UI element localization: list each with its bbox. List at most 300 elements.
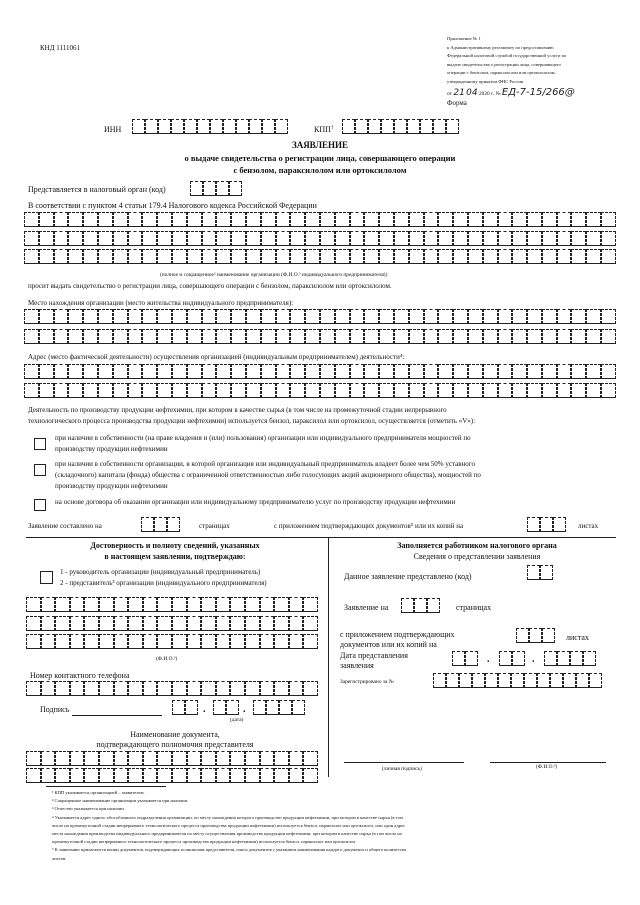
input-cell[interactable] (601, 231, 616, 246)
input-cell[interactable] (483, 249, 498, 264)
input-cell[interactable] (41, 681, 56, 696)
input-cell[interactable] (290, 364, 305, 379)
input-cell[interactable] (453, 249, 468, 264)
input-cell[interactable] (246, 383, 261, 398)
input-cell[interactable] (245, 616, 260, 631)
input-cell[interactable] (260, 768, 275, 783)
input-cell[interactable] (394, 329, 409, 344)
input-cell[interactable] (202, 212, 217, 227)
input-cell[interactable] (364, 212, 379, 227)
input-cell[interactable] (350, 383, 365, 398)
input-cell[interactable] (172, 616, 187, 631)
input-cell[interactable] (128, 768, 143, 783)
input-cell[interactable] (216, 249, 231, 264)
input-cell[interactable] (303, 768, 318, 783)
input-cell[interactable] (527, 249, 542, 264)
official-sheets-cells[interactable] (516, 628, 555, 643)
input-cell[interactable] (586, 383, 601, 398)
input-cell[interactable] (438, 329, 453, 344)
official-date-year[interactable] (544, 651, 596, 666)
official-pages-cells[interactable] (401, 598, 440, 613)
input-cell[interactable] (320, 383, 335, 398)
input-cell[interactable] (187, 364, 202, 379)
input-cell[interactable] (586, 231, 601, 246)
input-cell[interactable] (68, 329, 83, 344)
input-cell[interactable] (394, 212, 409, 227)
input-cell[interactable] (172, 751, 187, 766)
input-cell[interactable] (143, 681, 158, 696)
input-cell[interactable] (527, 364, 542, 379)
input-cell[interactable] (187, 634, 202, 649)
input-cell[interactable] (230, 681, 245, 696)
input-cell[interactable] (83, 364, 98, 379)
input-cell[interactable] (143, 751, 158, 766)
pages-count-cells[interactable] (141, 517, 180, 532)
input-cell[interactable] (468, 231, 483, 246)
input-cell[interactable] (187, 681, 202, 696)
input-cell[interactable] (261, 329, 276, 344)
input-cell[interactable] (39, 249, 54, 264)
input-cell[interactable] (320, 212, 335, 227)
input-cell[interactable] (114, 634, 129, 649)
cell-row[interactable] (24, 329, 616, 344)
input-cell[interactable] (39, 364, 54, 379)
input-cell[interactable] (113, 383, 128, 398)
input-cell[interactable] (498, 309, 513, 324)
input-cell[interactable] (364, 249, 379, 264)
input-cell[interactable] (303, 751, 318, 766)
input-cell[interactable] (157, 329, 172, 344)
input-cell[interactable] (230, 751, 245, 766)
input-cell[interactable] (571, 309, 586, 324)
input-cell[interactable] (172, 309, 187, 324)
official-signature-line[interactable] (344, 762, 464, 763)
input-cell[interactable] (113, 249, 128, 264)
tax-authority-cells[interactable] (190, 181, 242, 196)
input-cell[interactable] (84, 616, 99, 631)
input-cell[interactable] (128, 616, 143, 631)
input-cell[interactable] (246, 309, 261, 324)
input-cell[interactable] (142, 231, 157, 246)
input-cell[interactable] (290, 231, 305, 246)
input-cell[interactable] (98, 329, 113, 344)
input-cell[interactable] (379, 329, 394, 344)
input-cell[interactable] (364, 329, 379, 344)
input-cell[interactable] (303, 616, 318, 631)
input-cell[interactable] (128, 383, 143, 398)
input-cell[interactable] (453, 212, 468, 227)
input-cell[interactable] (157, 309, 172, 324)
input-cell[interactable] (274, 597, 289, 612)
input-cell[interactable] (289, 681, 304, 696)
input-cell[interactable] (261, 212, 276, 227)
input-cell[interactable] (335, 364, 350, 379)
input-cell[interactable] (143, 597, 158, 612)
input-cell[interactable] (83, 383, 98, 398)
input-cell[interactable] (557, 309, 572, 324)
input-cell[interactable] (202, 329, 217, 344)
input-cell[interactable] (114, 681, 129, 696)
cell-row[interactable] (26, 768, 318, 783)
input-cell[interactable] (128, 634, 143, 649)
input-cell[interactable] (83, 212, 98, 227)
input-cell[interactable] (274, 751, 289, 766)
input-cell[interactable] (571, 231, 586, 246)
input-cell[interactable] (261, 364, 276, 379)
input-cell[interactable] (24, 364, 39, 379)
input-cell[interactable] (246, 364, 261, 379)
input-cell[interactable] (379, 212, 394, 227)
input-cell[interactable] (557, 329, 572, 344)
input-cell[interactable] (113, 309, 128, 324)
input-cell[interactable] (216, 309, 231, 324)
input-cell[interactable] (216, 751, 231, 766)
input-cell[interactable] (512, 329, 527, 344)
input-cell[interactable] (84, 634, 99, 649)
input-cell[interactable] (216, 231, 231, 246)
input-cell[interactable] (335, 329, 350, 344)
input-cell[interactable] (142, 383, 157, 398)
input-cell[interactable] (289, 751, 304, 766)
cell-row[interactable] (24, 364, 616, 379)
input-cell[interactable] (157, 249, 172, 264)
sheets-count-cells[interactable] (527, 517, 566, 532)
input-cell[interactable] (468, 309, 483, 324)
input-cell[interactable] (216, 212, 231, 227)
input-cell[interactable] (527, 231, 542, 246)
input-cell[interactable] (202, 364, 217, 379)
input-cell[interactable] (350, 364, 365, 379)
input-cell[interactable] (68, 231, 83, 246)
input-cell[interactable] (172, 768, 187, 783)
input-cell[interactable] (84, 681, 99, 696)
input-cell[interactable] (70, 751, 85, 766)
input-cell[interactable] (68, 383, 83, 398)
input-cell[interactable] (39, 309, 54, 324)
input-cell[interactable] (246, 329, 261, 344)
input-cell[interactable] (142, 249, 157, 264)
input-cell[interactable] (571, 383, 586, 398)
cell-row[interactable] (24, 309, 616, 324)
input-cell[interactable] (320, 231, 335, 246)
input-cell[interactable] (201, 597, 216, 612)
input-cell[interactable] (305, 249, 320, 264)
input-cell[interactable] (498, 329, 513, 344)
option1-checkbox[interactable] (34, 438, 46, 450)
input-cell[interactable] (290, 212, 305, 227)
input-cell[interactable] (41, 751, 56, 766)
input-cell[interactable] (41, 634, 56, 649)
input-cell[interactable] (601, 309, 616, 324)
input-cell[interactable] (527, 329, 542, 344)
input-cell[interactable] (364, 364, 379, 379)
cell-row[interactable] (24, 383, 616, 398)
input-cell[interactable] (98, 231, 113, 246)
official-fio-line[interactable] (490, 762, 606, 763)
input-cell[interactable] (83, 231, 98, 246)
input-cell[interactable] (557, 383, 572, 398)
input-cell[interactable] (142, 309, 157, 324)
input-cell[interactable] (438, 212, 453, 227)
input-cell[interactable] (24, 329, 39, 344)
input-cell[interactable] (542, 364, 557, 379)
input-cell[interactable] (601, 249, 616, 264)
input-cell[interactable] (512, 364, 527, 379)
input-cell[interactable] (99, 768, 114, 783)
input-cell[interactable] (70, 681, 85, 696)
input-cell[interactable] (571, 364, 586, 379)
input-cell[interactable] (245, 681, 260, 696)
input-cell[interactable] (39, 383, 54, 398)
input-cell[interactable] (70, 634, 85, 649)
input-cell[interactable] (290, 383, 305, 398)
input-cell[interactable] (70, 768, 85, 783)
input-cell[interactable] (276, 231, 291, 246)
input-cell[interactable] (187, 768, 202, 783)
input-cell[interactable] (512, 383, 527, 398)
input-cell[interactable] (41, 616, 56, 631)
input-cell[interactable] (468, 329, 483, 344)
input-cell[interactable] (245, 751, 260, 766)
input-cell[interactable] (498, 212, 513, 227)
input-cell[interactable] (289, 634, 304, 649)
input-cell[interactable] (305, 329, 320, 344)
input-cell[interactable] (128, 212, 143, 227)
input-cell[interactable] (483, 364, 498, 379)
input-cell[interactable] (586, 364, 601, 379)
input-cell[interactable] (409, 249, 424, 264)
input-cell[interactable] (39, 231, 54, 246)
input-cell[interactable] (335, 383, 350, 398)
input-cell[interactable] (157, 681, 172, 696)
input-cell[interactable] (84, 768, 99, 783)
input-cell[interactable] (276, 364, 291, 379)
input-cell[interactable] (216, 597, 231, 612)
input-cell[interactable] (157, 751, 172, 766)
input-cell[interactable] (379, 383, 394, 398)
input-cell[interactable] (409, 383, 424, 398)
input-cell[interactable] (143, 616, 158, 631)
input-cell[interactable] (512, 212, 527, 227)
input-cell[interactable] (303, 597, 318, 612)
input-cell[interactable] (303, 681, 318, 696)
input-cell[interactable] (335, 231, 350, 246)
input-cell[interactable] (453, 309, 468, 324)
input-cell[interactable] (350, 249, 365, 264)
input-cell[interactable] (409, 329, 424, 344)
input-cell[interactable] (438, 364, 453, 379)
input-cell[interactable] (424, 383, 439, 398)
input-cell[interactable] (99, 681, 114, 696)
input-cell[interactable] (557, 231, 572, 246)
input-cell[interactable] (157, 597, 172, 612)
input-cell[interactable] (542, 212, 557, 227)
input-cell[interactable] (305, 364, 320, 379)
input-cell[interactable] (542, 383, 557, 398)
input-cell[interactable] (289, 616, 304, 631)
input-cell[interactable] (542, 231, 557, 246)
input-cell[interactable] (276, 383, 291, 398)
input-cell[interactable] (230, 616, 245, 631)
input-cell[interactable] (128, 309, 143, 324)
input-cell[interactable] (527, 212, 542, 227)
input-cell[interactable] (187, 383, 202, 398)
input-cell[interactable] (276, 212, 291, 227)
input-cell[interactable] (99, 751, 114, 766)
official-date-day[interactable] (452, 651, 478, 666)
input-cell[interactable] (274, 634, 289, 649)
input-cell[interactable] (157, 768, 172, 783)
input-cell[interactable] (172, 634, 187, 649)
input-cell[interactable] (24, 309, 39, 324)
input-cell[interactable] (483, 212, 498, 227)
input-cell[interactable] (230, 634, 245, 649)
input-cell[interactable] (394, 231, 409, 246)
input-cell[interactable] (113, 364, 128, 379)
input-cell[interactable] (245, 768, 260, 783)
input-cell[interactable] (542, 329, 557, 344)
input-cell[interactable] (498, 231, 513, 246)
cell-row[interactable] (24, 249, 616, 264)
input-cell[interactable] (274, 768, 289, 783)
input-cell[interactable] (350, 212, 365, 227)
input-cell[interactable] (335, 212, 350, 227)
input-cell[interactable] (260, 597, 275, 612)
input-cell[interactable] (571, 212, 586, 227)
input-cell[interactable] (98, 309, 113, 324)
input-cell[interactable] (305, 383, 320, 398)
input-cell[interactable] (438, 249, 453, 264)
input-cell[interactable] (364, 309, 379, 324)
input-cell[interactable] (68, 309, 83, 324)
input-cell[interactable] (114, 768, 129, 783)
input-cell[interactable] (512, 231, 527, 246)
input-cell[interactable] (68, 212, 83, 227)
official-date-month[interactable] (499, 651, 525, 666)
input-cell[interactable] (187, 309, 202, 324)
input-cell[interactable] (98, 249, 113, 264)
input-cell[interactable] (231, 329, 246, 344)
input-cell[interactable] (601, 212, 616, 227)
input-cell[interactable] (187, 212, 202, 227)
input-cell[interactable] (512, 309, 527, 324)
input-cell[interactable] (202, 383, 217, 398)
input-cell[interactable] (245, 634, 260, 649)
input-cell[interactable] (586, 212, 601, 227)
input-cell[interactable] (586, 249, 601, 264)
input-cell[interactable] (261, 383, 276, 398)
input-cell[interactable] (172, 212, 187, 227)
input-cell[interactable] (512, 249, 527, 264)
input-cell[interactable] (157, 383, 172, 398)
input-cell[interactable] (54, 309, 69, 324)
inn-cells[interactable] (132, 119, 288, 134)
input-cell[interactable] (601, 364, 616, 379)
input-cell[interactable] (172, 249, 187, 264)
input-cell[interactable] (216, 634, 231, 649)
input-cell[interactable] (26, 681, 41, 696)
input-cell[interactable] (409, 364, 424, 379)
input-cell[interactable] (557, 212, 572, 227)
input-cell[interactable] (216, 768, 231, 783)
input-cell[interactable] (201, 616, 216, 631)
input-cell[interactable] (172, 597, 187, 612)
input-cell[interactable] (571, 249, 586, 264)
input-cell[interactable] (290, 329, 305, 344)
input-cell[interactable] (187, 249, 202, 264)
input-cell[interactable] (379, 364, 394, 379)
input-cell[interactable] (157, 634, 172, 649)
input-cell[interactable] (424, 212, 439, 227)
input-cell[interactable] (113, 231, 128, 246)
input-cell[interactable] (274, 681, 289, 696)
input-cell[interactable] (201, 634, 216, 649)
input-cell[interactable] (70, 616, 85, 631)
cell-row[interactable] (26, 751, 318, 766)
input-cell[interactable] (216, 329, 231, 344)
input-cell[interactable] (70, 597, 85, 612)
cell-row[interactable] (26, 616, 318, 631)
input-cell[interactable] (557, 249, 572, 264)
input-cell[interactable] (438, 309, 453, 324)
input-cell[interactable] (394, 383, 409, 398)
input-cell[interactable] (157, 231, 172, 246)
input-cell[interactable] (216, 383, 231, 398)
input-cell[interactable] (128, 681, 143, 696)
input-cell[interactable] (527, 383, 542, 398)
input-cell[interactable] (305, 212, 320, 227)
input-cell[interactable] (128, 231, 143, 246)
input-cell[interactable] (303, 634, 318, 649)
cell-row[interactable] (26, 634, 318, 649)
input-cell[interactable] (55, 751, 70, 766)
input-cell[interactable] (498, 364, 513, 379)
input-cell[interactable] (39, 329, 54, 344)
input-cell[interactable] (586, 309, 601, 324)
input-cell[interactable] (143, 634, 158, 649)
input-cell[interactable] (276, 309, 291, 324)
input-cell[interactable] (26, 634, 41, 649)
input-cell[interactable] (260, 681, 275, 696)
input-cell[interactable] (586, 329, 601, 344)
input-cell[interactable] (54, 231, 69, 246)
input-cell[interactable] (483, 383, 498, 398)
input-cell[interactable] (231, 212, 246, 227)
input-cell[interactable] (55, 616, 70, 631)
input-cell[interactable] (290, 249, 305, 264)
cell-row[interactable] (24, 231, 616, 246)
registration-number-cells[interactable] (433, 673, 602, 688)
input-cell[interactable] (231, 364, 246, 379)
input-cell[interactable] (542, 249, 557, 264)
input-cell[interactable] (424, 329, 439, 344)
input-cell[interactable] (24, 231, 39, 246)
cell-row[interactable] (26, 681, 318, 696)
input-cell[interactable] (394, 249, 409, 264)
input-cell[interactable] (274, 616, 289, 631)
input-cell[interactable] (261, 249, 276, 264)
input-cell[interactable] (498, 383, 513, 398)
input-cell[interactable] (527, 309, 542, 324)
input-cell[interactable] (261, 231, 276, 246)
input-cell[interactable] (305, 231, 320, 246)
input-cell[interactable] (468, 212, 483, 227)
input-cell[interactable] (261, 309, 276, 324)
input-cell[interactable] (409, 309, 424, 324)
input-cell[interactable] (230, 768, 245, 783)
input-cell[interactable] (364, 383, 379, 398)
input-cell[interactable] (231, 383, 246, 398)
